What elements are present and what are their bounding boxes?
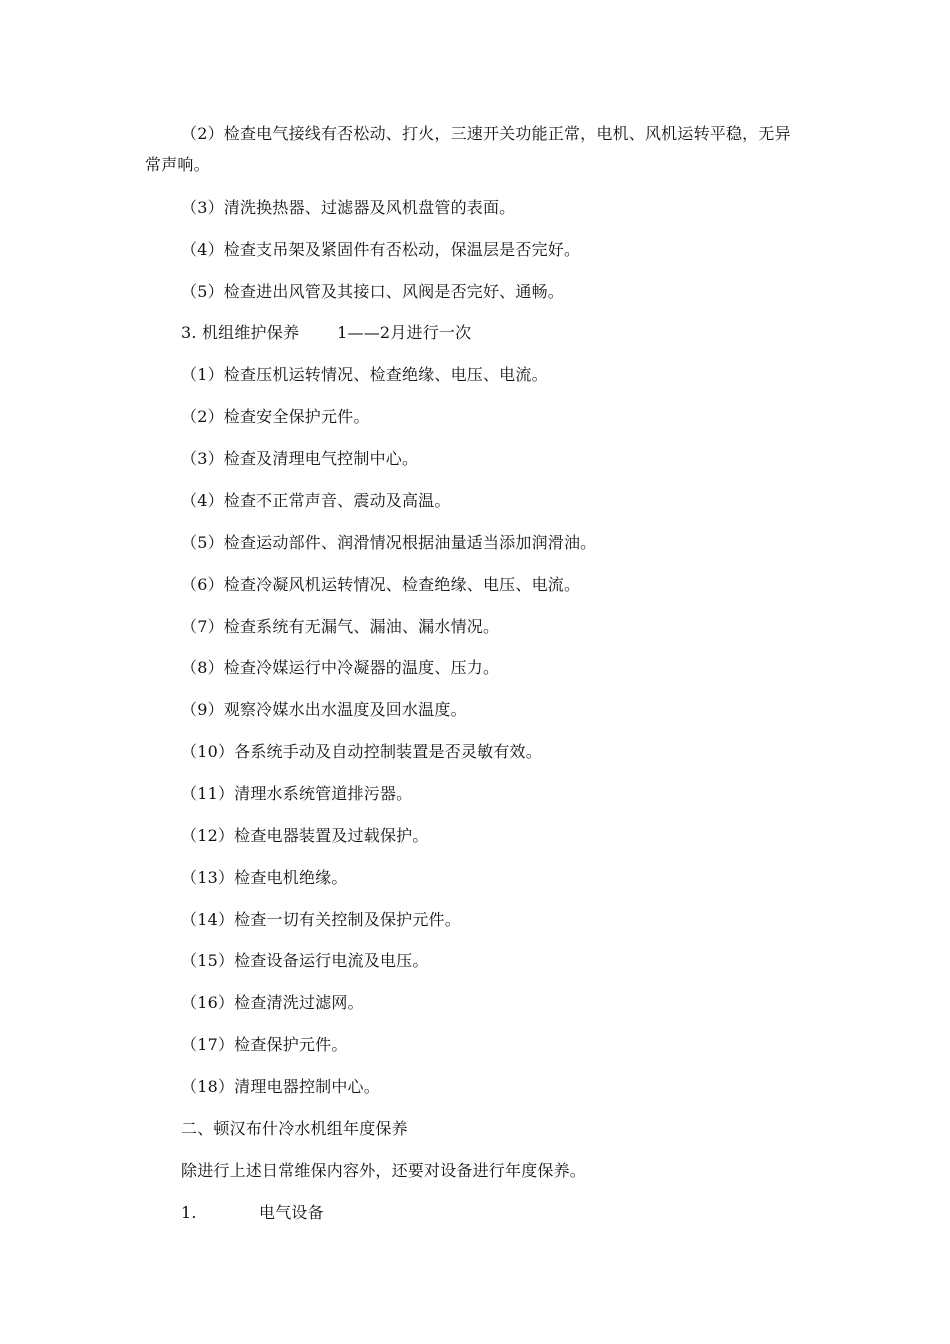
unit-item-15: （15）检查设备运行电流及电压。 bbox=[181, 951, 429, 970]
sub-heading-number: 1. bbox=[181, 1203, 197, 1222]
unit-item-10: （10）各系统手动及自动控制装置是否灵敏有效。 bbox=[181, 742, 542, 761]
unit-item-2: （2）检查安全保护元件。 bbox=[181, 407, 370, 426]
section-3-heading bbox=[181, 323, 471, 343]
item-2-line2: 常声响。 bbox=[145, 155, 210, 174]
item-4: （4）检查支吊架及紧固件有否松动，保温层是否完好。 bbox=[181, 240, 581, 259]
sub-heading-electrical bbox=[181, 1203, 324, 1223]
unit-item-7: （7）检查系统有无漏气、漏油、漏水情况。 bbox=[181, 617, 500, 636]
sub-heading-title: 电气设备 bbox=[259, 1203, 324, 1222]
item-2-line1: （2）检查电气接线有否松动、打火，三速开关功能正常，电机、风机运转平稳，无异 bbox=[181, 124, 791, 143]
section-3-period: 1——2月进行一次 bbox=[337, 323, 472, 342]
item-3: （3）清洗换热器、过滤器及风机盘管的表面。 bbox=[181, 198, 516, 217]
unit-item-6: （6）检查冷凝风机运转情况、检查绝缘、电压、电流。 bbox=[181, 575, 581, 594]
section-3-title: 3. 机组维护保养 bbox=[181, 323, 300, 342]
unit-item-8: （8）检查冷媒运行中冷凝器的温度、压力。 bbox=[181, 658, 500, 677]
unit-item-18: （18）清理电器控制中心。 bbox=[181, 1077, 380, 1096]
section-2-heading: 二、顿汉布什冷水机组年度保养 bbox=[181, 1119, 408, 1138]
intro-paragraph: 除进行上述日常维保内容外，还要对设备进行年度保养。 bbox=[181, 1161, 587, 1180]
unit-item-13: （13）检查电机绝缘。 bbox=[181, 868, 348, 887]
unit-item-11: （11）清理水系统管道排污器。 bbox=[181, 784, 413, 803]
unit-item-17: （17）检查保护元件。 bbox=[181, 1035, 348, 1054]
unit-item-14: （14）检查一切有关控制及保护元件。 bbox=[181, 910, 461, 929]
unit-item-4: （4）检查不正常声音、震动及高温。 bbox=[181, 491, 451, 510]
unit-item-5: （5）检查运动部件、润滑情况根据油量适当添加润滑油。 bbox=[181, 533, 597, 552]
unit-item-12: （12）检查电器装置及过载保护。 bbox=[181, 826, 429, 845]
unit-item-16: （16）检查清洗过滤网。 bbox=[181, 993, 364, 1012]
unit-item-1: （1）检查压机运转情况、检查绝缘、电压、电流。 bbox=[181, 365, 548, 384]
item-5: （5）检查进出风管及其接口、风阀是否完好、通畅。 bbox=[181, 282, 564, 301]
unit-item-9: （9）观察冷媒水出水温度及回水温度。 bbox=[181, 700, 467, 719]
unit-item-3: （3）检查及清理电气控制中心。 bbox=[181, 449, 419, 468]
